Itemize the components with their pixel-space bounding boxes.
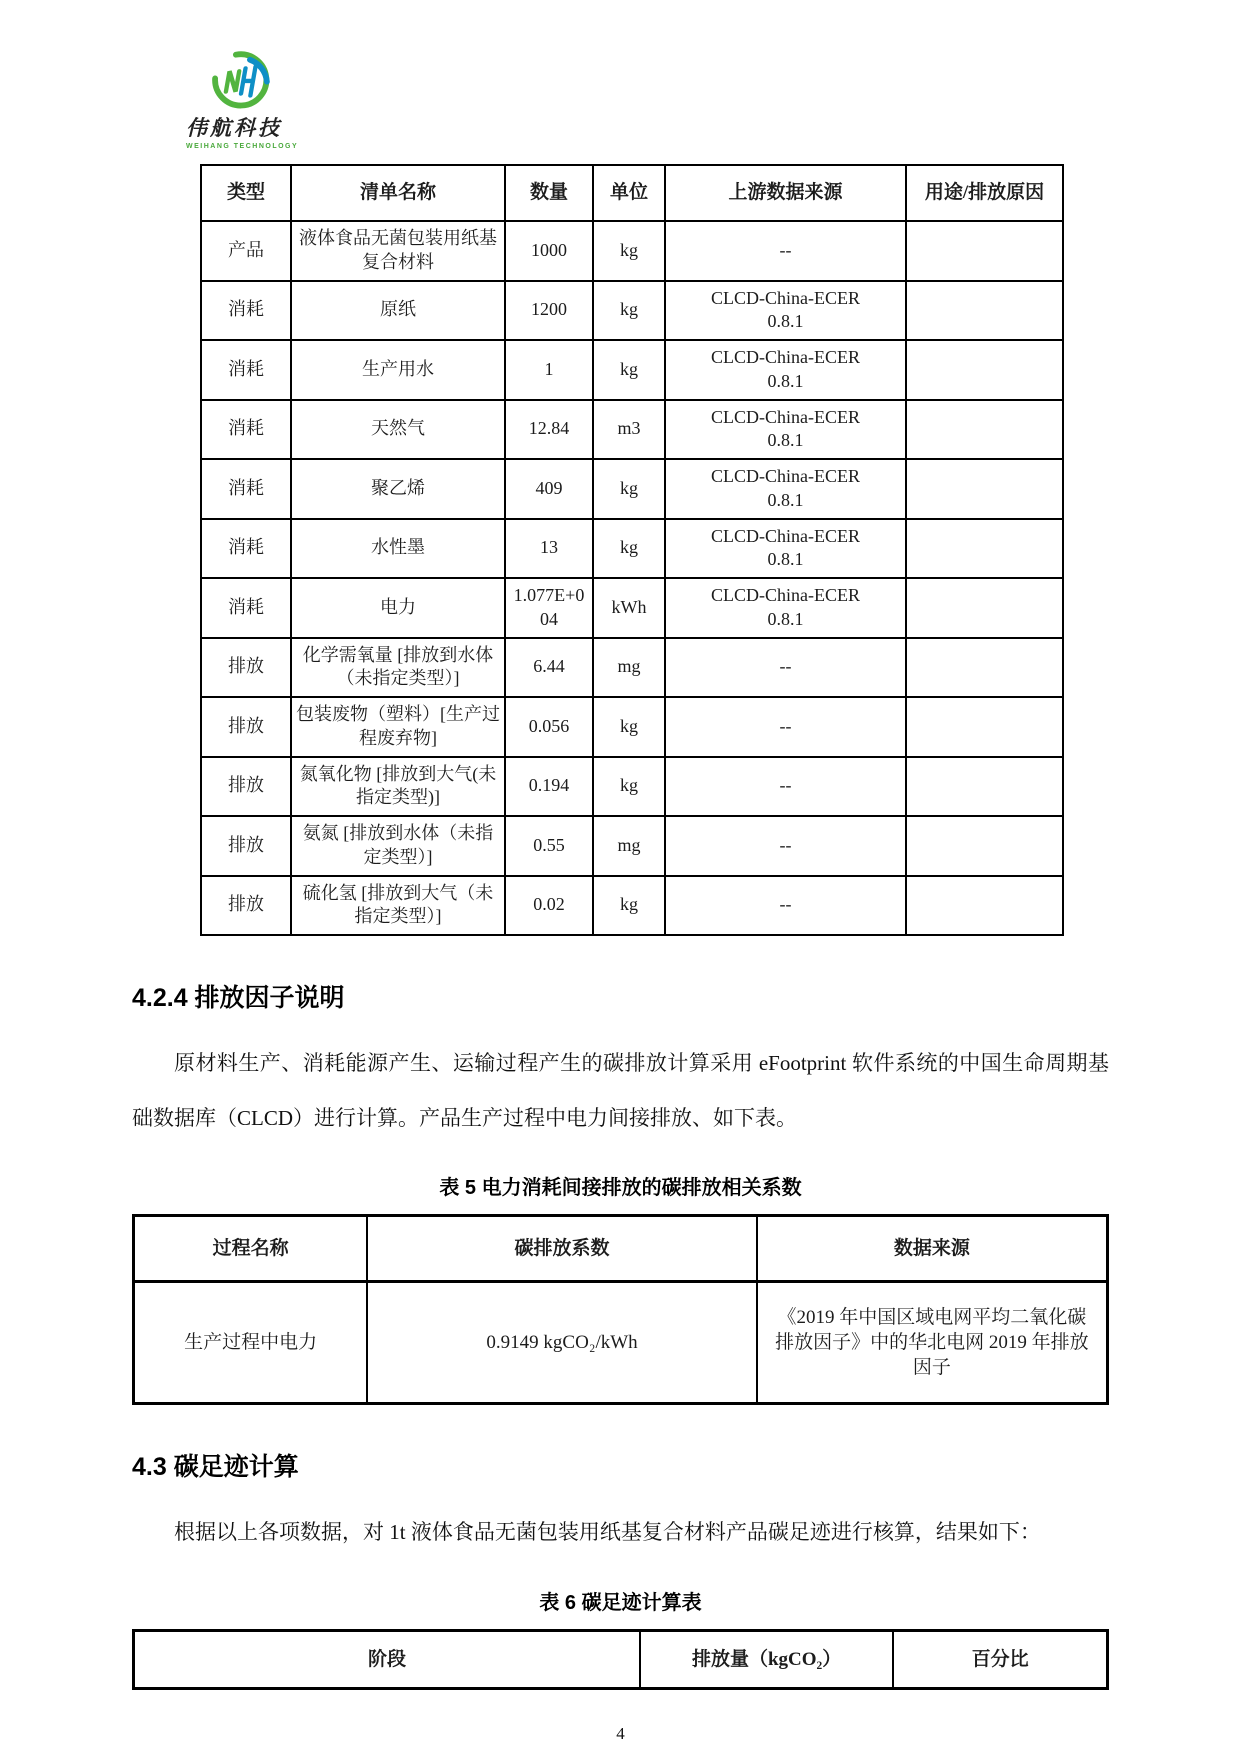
cell-source: -- bbox=[665, 757, 906, 817]
col-header-datasource: 数据来源 bbox=[757, 1216, 1108, 1282]
col-header-qty: 数量 bbox=[505, 165, 593, 221]
cell-qty: 0.194 bbox=[505, 757, 593, 817]
col-header-name: 清单名称 bbox=[291, 165, 505, 221]
table6-caption: 表 6 碳足迹计算表 bbox=[539, 1591, 702, 1614]
table-row bbox=[134, 1282, 1108, 1404]
section-heading-43: 4.3 碳足迹计算 bbox=[132, 1453, 299, 1482]
col-header-percent: 百分比 bbox=[893, 1630, 1107, 1688]
cell-type: 消耗 bbox=[201, 578, 291, 638]
table5-caption: 表 5 电力消耗间接排放的碳排放相关系数 bbox=[439, 1177, 802, 1200]
table-header-row bbox=[134, 1216, 1108, 1282]
cell-type: 消耗 bbox=[201, 400, 291, 460]
cell-type: 排放 bbox=[201, 876, 291, 936]
company-logo bbox=[186, 50, 336, 150]
cell-source: CLCD-China-ECER 0.8.1 bbox=[665, 519, 906, 579]
cell-unit: mg bbox=[593, 638, 665, 698]
company-name-cn: 伟航科技 bbox=[186, 117, 282, 140]
table-row bbox=[201, 816, 1063, 876]
cell-purpose bbox=[906, 876, 1063, 936]
cell-source: -- bbox=[665, 221, 906, 281]
cell-unit: kg bbox=[593, 519, 665, 579]
page-number: 4 bbox=[616, 1723, 625, 1743]
table-row bbox=[201, 221, 1063, 281]
cell-name: 氮氧化物 [排放到大气(未指定类型)] bbox=[291, 757, 505, 817]
cell-source: CLCD-China-ECER 0.8.1 bbox=[665, 340, 906, 400]
section-heading-424: 4.2.4 排放因子说明 bbox=[132, 984, 345, 1012]
cell-qty: 1000 bbox=[505, 221, 593, 281]
cell-purpose bbox=[906, 816, 1063, 876]
cell-unit: kg bbox=[593, 340, 665, 400]
inventory-table-header bbox=[201, 165, 1063, 221]
col-header-purpose: 用途/排放原因 bbox=[906, 165, 1063, 221]
section-43-paragraph: 根据以上各项数据，对 1t 液体食品无菌包装用纸基复合材料产品碳足迹进行核算，结果如下： bbox=[174, 1520, 1041, 1545]
cell-process: 生产过程中电力 bbox=[134, 1282, 368, 1404]
cell-purpose bbox=[906, 340, 1063, 400]
cell-type: 排放 bbox=[201, 638, 291, 698]
cell-name: 原纸 bbox=[291, 281, 505, 341]
cell-unit: kg bbox=[593, 697, 665, 757]
cell-name: 天然气 bbox=[291, 400, 505, 460]
cell-purpose bbox=[906, 400, 1063, 460]
cell-purpose bbox=[906, 578, 1063, 638]
cell-name: 氨氮 [排放到水体（未指定类型）] bbox=[291, 816, 505, 876]
cell-purpose bbox=[906, 281, 1063, 341]
cell-name: 生产用水 bbox=[291, 340, 505, 400]
cell-qty: 1200 bbox=[505, 281, 593, 341]
cell-source: CLCD-China-ECER 0.8.1 bbox=[665, 281, 906, 341]
col-header-stage: 阶段 bbox=[134, 1630, 640, 1688]
cell-purpose bbox=[906, 638, 1063, 698]
cell-name: 聚乙烯 bbox=[291, 459, 505, 519]
cell-unit: kg bbox=[593, 221, 665, 281]
cell-qty: 0.02 bbox=[505, 876, 593, 936]
table-row bbox=[201, 400, 1063, 460]
cell-name: 水性墨 bbox=[291, 519, 505, 579]
cell-source: -- bbox=[665, 816, 906, 876]
emission-factor-table bbox=[132, 1214, 1109, 1405]
cell-unit: mg bbox=[593, 816, 665, 876]
cell-type: 排放 bbox=[201, 757, 291, 817]
cell-qty: 0.056 bbox=[505, 697, 593, 757]
cell-unit: kg bbox=[593, 281, 665, 341]
cell-factor: 0.9149 kgCO₂/kWh bbox=[367, 1282, 757, 1404]
cell-purpose bbox=[906, 221, 1063, 281]
cell-unit: kg bbox=[593, 757, 665, 817]
cell-qty: 6.44 bbox=[505, 638, 593, 698]
table-row bbox=[201, 340, 1063, 400]
cell-purpose bbox=[906, 757, 1063, 817]
table5-header bbox=[134, 1216, 1108, 1282]
footprint-calc-table bbox=[132, 1629, 1109, 1690]
cell-source: -- bbox=[665, 876, 906, 936]
table-row bbox=[201, 876, 1063, 936]
cell-qty: 1 bbox=[505, 340, 593, 400]
cell-qty: 0.55 bbox=[505, 816, 593, 876]
col-header-type: 类型 bbox=[201, 165, 291, 221]
cell-type: 消耗 bbox=[201, 340, 291, 400]
logo-mark-icon bbox=[210, 50, 272, 110]
cell-type: 排放 bbox=[201, 816, 291, 876]
cell-name: 硫化氢 [排放到大气（未指定类型）] bbox=[291, 876, 505, 936]
cell-type: 产品 bbox=[201, 221, 291, 281]
table-row bbox=[201, 757, 1063, 817]
cell-qty: 13 bbox=[505, 519, 593, 579]
col-header-emission: 排放量（kgCO₂） bbox=[640, 1630, 893, 1688]
cell-unit: kg bbox=[593, 876, 665, 936]
cell-qty: 1.077E+004 bbox=[505, 578, 593, 638]
table-row bbox=[201, 459, 1063, 519]
cell-name: 包装废物（塑料）[生产过程废弃物] bbox=[291, 697, 505, 757]
table-header-row bbox=[201, 165, 1063, 221]
col-header-factor: 碳排放系数 bbox=[367, 1216, 757, 1282]
cell-unit: kg bbox=[593, 459, 665, 519]
cell-unit: kWh bbox=[593, 578, 665, 638]
table-header-row bbox=[134, 1630, 1108, 1688]
table-row bbox=[201, 638, 1063, 698]
cell-type: 消耗 bbox=[201, 519, 291, 579]
cell-name: 液体食品无菌包装用纸基复合材料 bbox=[291, 221, 505, 281]
table-row bbox=[201, 519, 1063, 579]
cell-datasource: 《2019 年中国区域电网平均二氧化碳排放因子》中的华北电网 2019 年排放因子 bbox=[757, 1282, 1108, 1404]
table6-header bbox=[134, 1630, 1108, 1688]
cell-type: 排放 bbox=[201, 697, 291, 757]
section-424-paragraph: 原材料生产、消耗能源产生、运输过程产生的碳排放计算采用 eFootprint 软件系统的中国生命周期基础数据库（CLCD）进行计算。产品生产过程中电力间接排放、如下表。 bbox=[132, 1051, 1109, 1130]
cell-source: CLCD-China-ECER 0.8.1 bbox=[665, 578, 906, 638]
table-row bbox=[201, 281, 1063, 341]
table-row bbox=[201, 578, 1063, 638]
cell-unit: m3 bbox=[593, 400, 665, 460]
col-header-source: 上游数据来源 bbox=[665, 165, 906, 221]
cell-purpose bbox=[906, 459, 1063, 519]
cell-name: 化学需氧量 [排放到水体（未指定类型）] bbox=[291, 638, 505, 698]
cell-name: 电力 bbox=[291, 578, 505, 638]
cell-qty: 12.84 bbox=[505, 400, 593, 460]
cell-type: 消耗 bbox=[201, 281, 291, 341]
cell-source: CLCD-China-ECER 0.8.1 bbox=[665, 400, 906, 460]
cell-purpose bbox=[906, 519, 1063, 579]
cell-source: -- bbox=[665, 638, 906, 698]
col-header-process: 过程名称 bbox=[134, 1216, 368, 1282]
col-header-unit: 单位 bbox=[593, 165, 665, 221]
cell-qty: 409 bbox=[505, 459, 593, 519]
cell-purpose bbox=[906, 697, 1063, 757]
cell-type: 消耗 bbox=[201, 459, 291, 519]
table-row bbox=[201, 697, 1063, 757]
cell-source: CLCD-China-ECER 0.8.1 bbox=[665, 459, 906, 519]
company-name-en: WEIHANG TECHNOLOGY bbox=[186, 143, 299, 150]
inventory-table bbox=[200, 164, 1064, 936]
cell-source: -- bbox=[665, 697, 906, 757]
